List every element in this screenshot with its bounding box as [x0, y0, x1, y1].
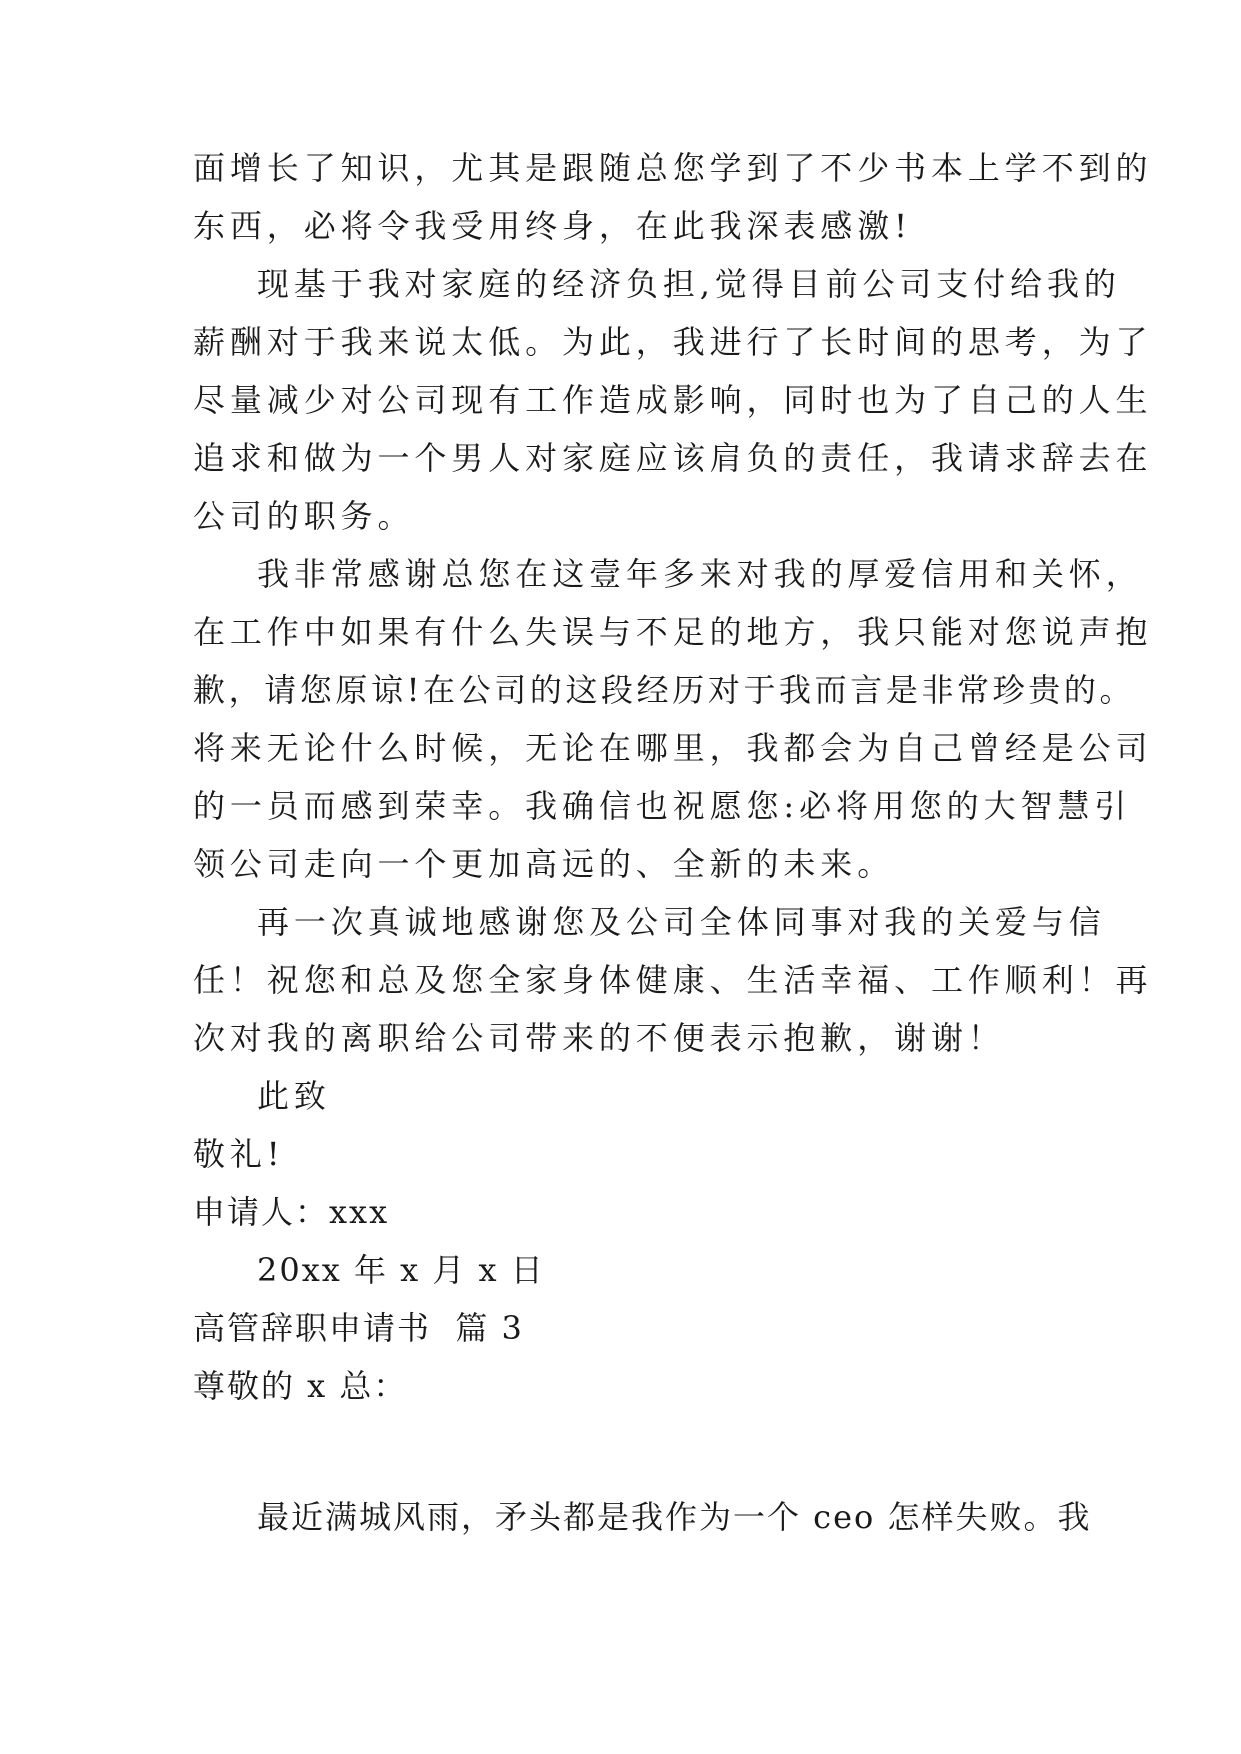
paragraph-start-line: 最近满城风雨，矛头都是我作为一个 ceo 怎样失败。我 — [257, 1498, 1092, 1536]
text-line: 公司的职务。 — [193, 497, 415, 535]
text-line: 将来无论什么时候，无论在哪里，我都会为自己曾经是公司 — [193, 729, 1153, 767]
section-title: 高管辞职申请书 篇 3 — [193, 1309, 524, 1347]
text-line: 领公司走向一个更加高远的、全新的未来。 — [193, 845, 895, 883]
paragraph-start-line: 现基于我对家庭的经济负担,觉得目前公司支付给我的 — [257, 265, 1121, 303]
date-line: 20xx 年 x 月 x 日 — [257, 1251, 545, 1289]
salutation-line: 敬礼! — [193, 1135, 285, 1173]
greeting-line: 尊敬的 x 总： — [193, 1367, 408, 1405]
closing-line: 此致 — [257, 1077, 331, 1115]
text-line: 薪酬对于我来说太低。为此，我进行了长时间的思考，为了 — [193, 323, 1153, 361]
text-line: 次对我的离职给公司带来的不便表示抱歉，谢谢！ — [193, 1019, 1005, 1057]
text-line: 任！祝您和总及您全家身体健康、生活幸福、工作顺利！再 — [193, 961, 1153, 999]
text-line: 歉，请您原谅!在公司的这段经历对于我而言是非常珍贵的。 — [193, 671, 1136, 709]
text-line: 东西，必将令我受用终身，在此我深表感激! — [193, 207, 912, 245]
text-line: 面增长了知识，尤其是跟随总您学到了不少书本上学不到的 — [193, 149, 1153, 187]
text-line: 尽量减少对公司现有工作造成影响，同时也为了自己的人生 — [193, 381, 1153, 419]
paragraph-start-line: 再一次真诚地感谢您及公司全体同事对我的关爱与信 — [257, 903, 1106, 941]
text-line: 在工作中如果有什么失误与不足的地方，我只能对您说声抱 — [193, 613, 1153, 651]
paragraph-start-line: 我非常感谢总您在这壹年多来对我的厚爱信用和关怀， — [257, 555, 1143, 593]
text-line: 追求和做为一个男人对家庭应该肩负的责任，我请求辞去在 — [193, 439, 1153, 477]
applicant-line: 申请人：xxx — [193, 1193, 390, 1231]
text-line: 的一员而感到荣幸。我确信也祝愿您:必将用您的大智慧引 — [193, 787, 1132, 825]
